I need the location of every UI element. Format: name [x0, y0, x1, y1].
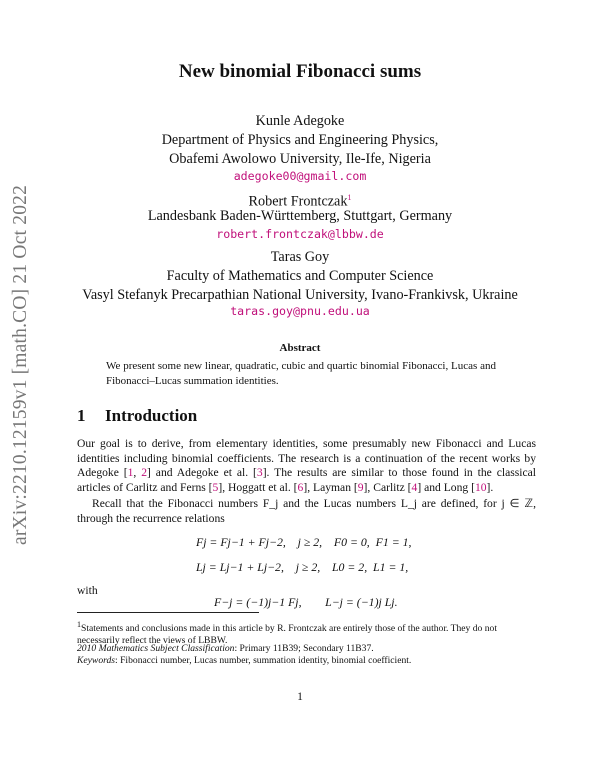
- footnote-mark[interactable]: 1: [347, 193, 352, 202]
- author-affiliation: Obafemi Awolowo University, Ile-Ife, Nigeria: [169, 151, 431, 167]
- footnote: $^1$Statements and conclusions made in this article by R. Frontczak are entirely those of the author. They do not necessarily reflect the views of LBBW.: [77, 620, 497, 647]
- citation-link[interactable]: 1: [127, 466, 134, 480]
- author-affiliation: Department of Physics and Engineering Physics,: [161, 132, 439, 148]
- page-number: 1: [297, 690, 303, 703]
- citation-link[interactable]: 2: [141, 466, 148, 480]
- citation-link[interactable]: 9: [357, 480, 364, 494]
- msc-classification: 2010 Mathematics Subject Classification: Primary 11B39; Secondary 11B37.: [77, 643, 374, 654]
- section-title: Introduction: [105, 406, 198, 425]
- author-affiliation: Vasyl Stefanyk Precarpathian National University, Ivano-Frankivsk, Ukraine: [82, 287, 518, 303]
- author-name: Robert Frontczak: [248, 193, 348, 210]
- citation-link[interactable]: 10: [474, 480, 487, 494]
- author-affiliation: Landesbank Baden-Württemberg, Stuttgart, Germany: [147, 208, 453, 224]
- author-affiliation: Faculty of Mathematics and Computer Science: [166, 268, 434, 284]
- equation-lucas: Lj = Lj−1 + Lj−2, j ≥ 2, L0 = 2, L1 = 1,: [196, 560, 409, 574]
- author-email[interactable]: taras.goy@pnu.edu.ua: [230, 304, 370, 318]
- abstract-heading: Abstract: [279, 342, 321, 354]
- author-email[interactable]: robert.frontczak@lbbw.de: [216, 227, 384, 241]
- section-number: 1: [77, 406, 86, 425]
- citation-link[interactable]: 6: [297, 480, 304, 494]
- abstract-text: We present some new linear, quadratic, cubic and quartic binomial Fibonacci, Lucas and Fibonacci–Lucas summation identities.: [106, 360, 496, 387]
- citation-link[interactable]: 5: [212, 480, 219, 494]
- section-heading: [77, 406, 197, 426]
- intro-paragraph: Our goal is to derive, from elementary identities, some presumably new Fibonacci and Lucas identities including binomial coefficients. The research is a continuation of the recent works by Adegoke [1, 2] and Adegoke et al. [3]. The results are similar to those found in the classical articles of Carlitz and Ferns [5], Hoggatt et al. [6], Layman [9], Carlitz [4] and Long [10].: [77, 437, 536, 494]
- paper-title: New binomial Fibonacci sums: [178, 61, 422, 82]
- footnote-rule: [77, 612, 259, 613]
- with-text: with: [77, 584, 98, 597]
- recall-paragraph: Recall that the Fibonacci numbers F_j and the Lucas numbers L_j are defined, for j ∈ ℤ, through the recurrence relations: [77, 497, 536, 525]
- equation-negative-index: F−j = (−1)j−1 Fj, L−j = (−1)j Lj.: [214, 595, 398, 609]
- citation-link[interactable]: 3: [256, 466, 263, 480]
- keywords: Keywords: Fibonacci number, Lucas number, summation identity, binomial coefficient.: [77, 655, 412, 666]
- author-name: Taras Goy: [270, 249, 330, 265]
- equation-fibonacci: Fj = Fj−1 + Fj−2, j ≥ 2, F0 = 0, F1 = 1,: [196, 535, 412, 549]
- author-name: Kunle Adegoke: [255, 113, 345, 129]
- arxiv-stamp: arXiv:2210.12159v1 [math.CO] 21 Oct 2022: [10, 184, 31, 545]
- author-email[interactable]: adegoke00@gmail.com: [233, 169, 367, 183]
- citation-link[interactable]: 4: [411, 480, 418, 494]
